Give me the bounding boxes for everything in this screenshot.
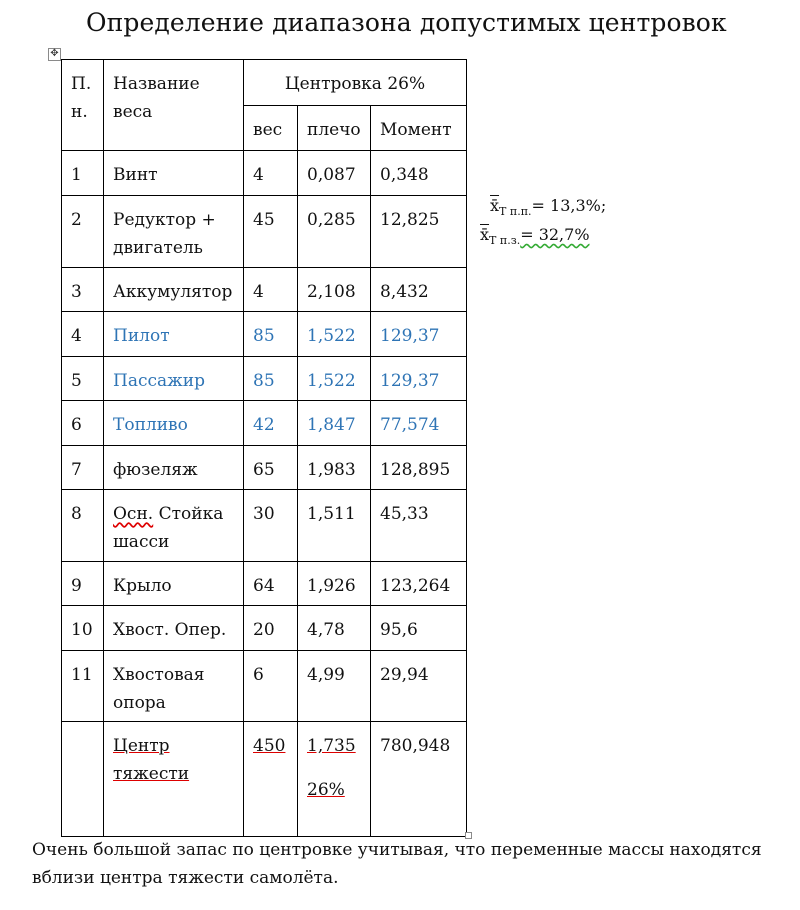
x-symbol: x̄ — [490, 196, 500, 215]
cell-num: 1 — [62, 151, 104, 196]
cell-moment: 45,33 — [371, 490, 467, 562]
cell-moment: 12,825 — [371, 196, 467, 268]
cell-arm: 1,847 — [298, 401, 371, 446]
header-weight: вес — [244, 105, 298, 151]
cell-moment: 29,94 — [371, 651, 467, 722]
cell-moment: 129,37 — [371, 357, 467, 401]
cell-name: Пассажир — [104, 357, 244, 401]
cell-arm: 0,285 — [298, 196, 371, 268]
cell-arm: 2,108 — [298, 268, 371, 312]
cell-num: 6 — [62, 401, 104, 446]
cell-moment: 8,432 — [371, 268, 467, 312]
total-moment: 780,948 — [371, 722, 467, 837]
table-row — [62, 312, 467, 357]
total-label: Центр тяжести — [113, 736, 190, 784]
cg-value: = 13,3%; — [531, 196, 607, 215]
table-row — [62, 446, 467, 490]
cell-arm — [298, 722, 371, 837]
cell-name: Крыло — [104, 562, 244, 606]
cell-moment: 128,895 — [371, 446, 467, 490]
cell-name: фюзеляж — [104, 446, 244, 490]
table-row — [62, 490, 467, 562]
cell-weight: 30 — [244, 490, 298, 562]
cell-moment: 129,37 — [371, 312, 467, 357]
cell-name: Винт — [104, 151, 244, 196]
total-weight: 450 — [253, 736, 286, 756]
total-row — [62, 722, 467, 837]
cell-weight: 6 — [244, 651, 298, 722]
cell-moment: 95,6 — [371, 606, 467, 651]
move-anchor-icon[interactable]: ✥ — [48, 48, 61, 61]
page-title: Определение диапазона допустимых центровок — [86, 8, 727, 37]
cell-arm: 4,99 — [298, 651, 371, 722]
centering-table — [61, 59, 467, 837]
total-arm: 1,735 — [307, 736, 356, 756]
cell-weight: 45 — [244, 196, 298, 268]
cell-name: Пилот — [104, 312, 244, 357]
cell-num: 8 — [62, 490, 104, 562]
cell-weight: 4 — [244, 268, 298, 312]
cell-num: 2 — [62, 196, 104, 268]
cell-arm: 1,522 — [298, 312, 371, 357]
cell-moment: 77,574 — [371, 401, 467, 446]
cell-num: 11 — [62, 651, 104, 722]
header-row-1 — [62, 60, 467, 106]
header-num: П. н. — [62, 60, 104, 151]
cell-name — [104, 722, 244, 837]
header-group: Центровка 26% — [244, 60, 467, 106]
cell-weight — [244, 722, 298, 837]
cell-weight: 65 — [244, 446, 298, 490]
cell-num: 7 — [62, 446, 104, 490]
cell-arm: 1,926 — [298, 562, 371, 606]
table-row — [62, 268, 467, 312]
cell-arm: 1,522 — [298, 357, 371, 401]
x-subscript: Т п.п. — [499, 205, 532, 218]
cell-weight: 4 — [244, 151, 298, 196]
cg-front-limit — [490, 196, 606, 218]
cell-weight: 64 — [244, 562, 298, 606]
cell-arm: 4,78 — [298, 606, 371, 651]
cell-num: 3 — [62, 268, 104, 312]
cell-num: 4 — [62, 312, 104, 357]
header-arm: плечо — [298, 105, 371, 151]
table-row — [62, 651, 467, 722]
cell-moment: 0,348 — [371, 151, 467, 196]
table-row — [62, 357, 467, 401]
header-name: Название веса — [104, 60, 244, 151]
cell-name: Хвост. Опер. — [104, 606, 244, 651]
cell-moment: 123,264 — [371, 562, 467, 606]
cell-weight: 85 — [244, 312, 298, 357]
cell-name: Хвостовая опора — [104, 651, 244, 722]
header-moment: Момент — [371, 105, 467, 151]
cell-name-rest: Стойка шасси — [113, 504, 224, 552]
cell-name: Редуктор + двигатель — [104, 196, 244, 268]
table-row — [62, 401, 467, 446]
cell-arm: 1,983 — [298, 446, 371, 490]
cell-weight: 42 — [244, 401, 298, 446]
cell-arm: 0,087 — [298, 151, 371, 196]
cg-value: = 32,7% — [520, 225, 590, 244]
cell-name — [104, 490, 244, 562]
footer-note: Очень большой запас по центровке учитывая, что переменные массы находятся вблизи центра тяжести самолёта. — [32, 840, 762, 888]
cell-arm: 1,511 — [298, 490, 371, 562]
table-row — [62, 562, 467, 606]
spellcheck-word: Осн. — [113, 504, 154, 524]
table-row — [62, 151, 467, 196]
cg-rear-limit — [480, 225, 590, 247]
cell-name: Аккумулятор — [104, 268, 244, 312]
cell-weight: 85 — [244, 357, 298, 401]
x-subscript: Т п.з. — [489, 234, 521, 247]
cell-num: 10 — [62, 606, 104, 651]
total-percent: 26% — [307, 780, 345, 800]
cell-num — [62, 722, 104, 837]
cell-num: 5 — [62, 357, 104, 401]
x-symbol: x̄ — [480, 225, 490, 244]
cell-name: Топливо — [104, 401, 244, 446]
table-row — [62, 606, 467, 651]
table-row — [62, 196, 467, 268]
cell-num: 9 — [62, 562, 104, 606]
cell-weight: 20 — [244, 606, 298, 651]
